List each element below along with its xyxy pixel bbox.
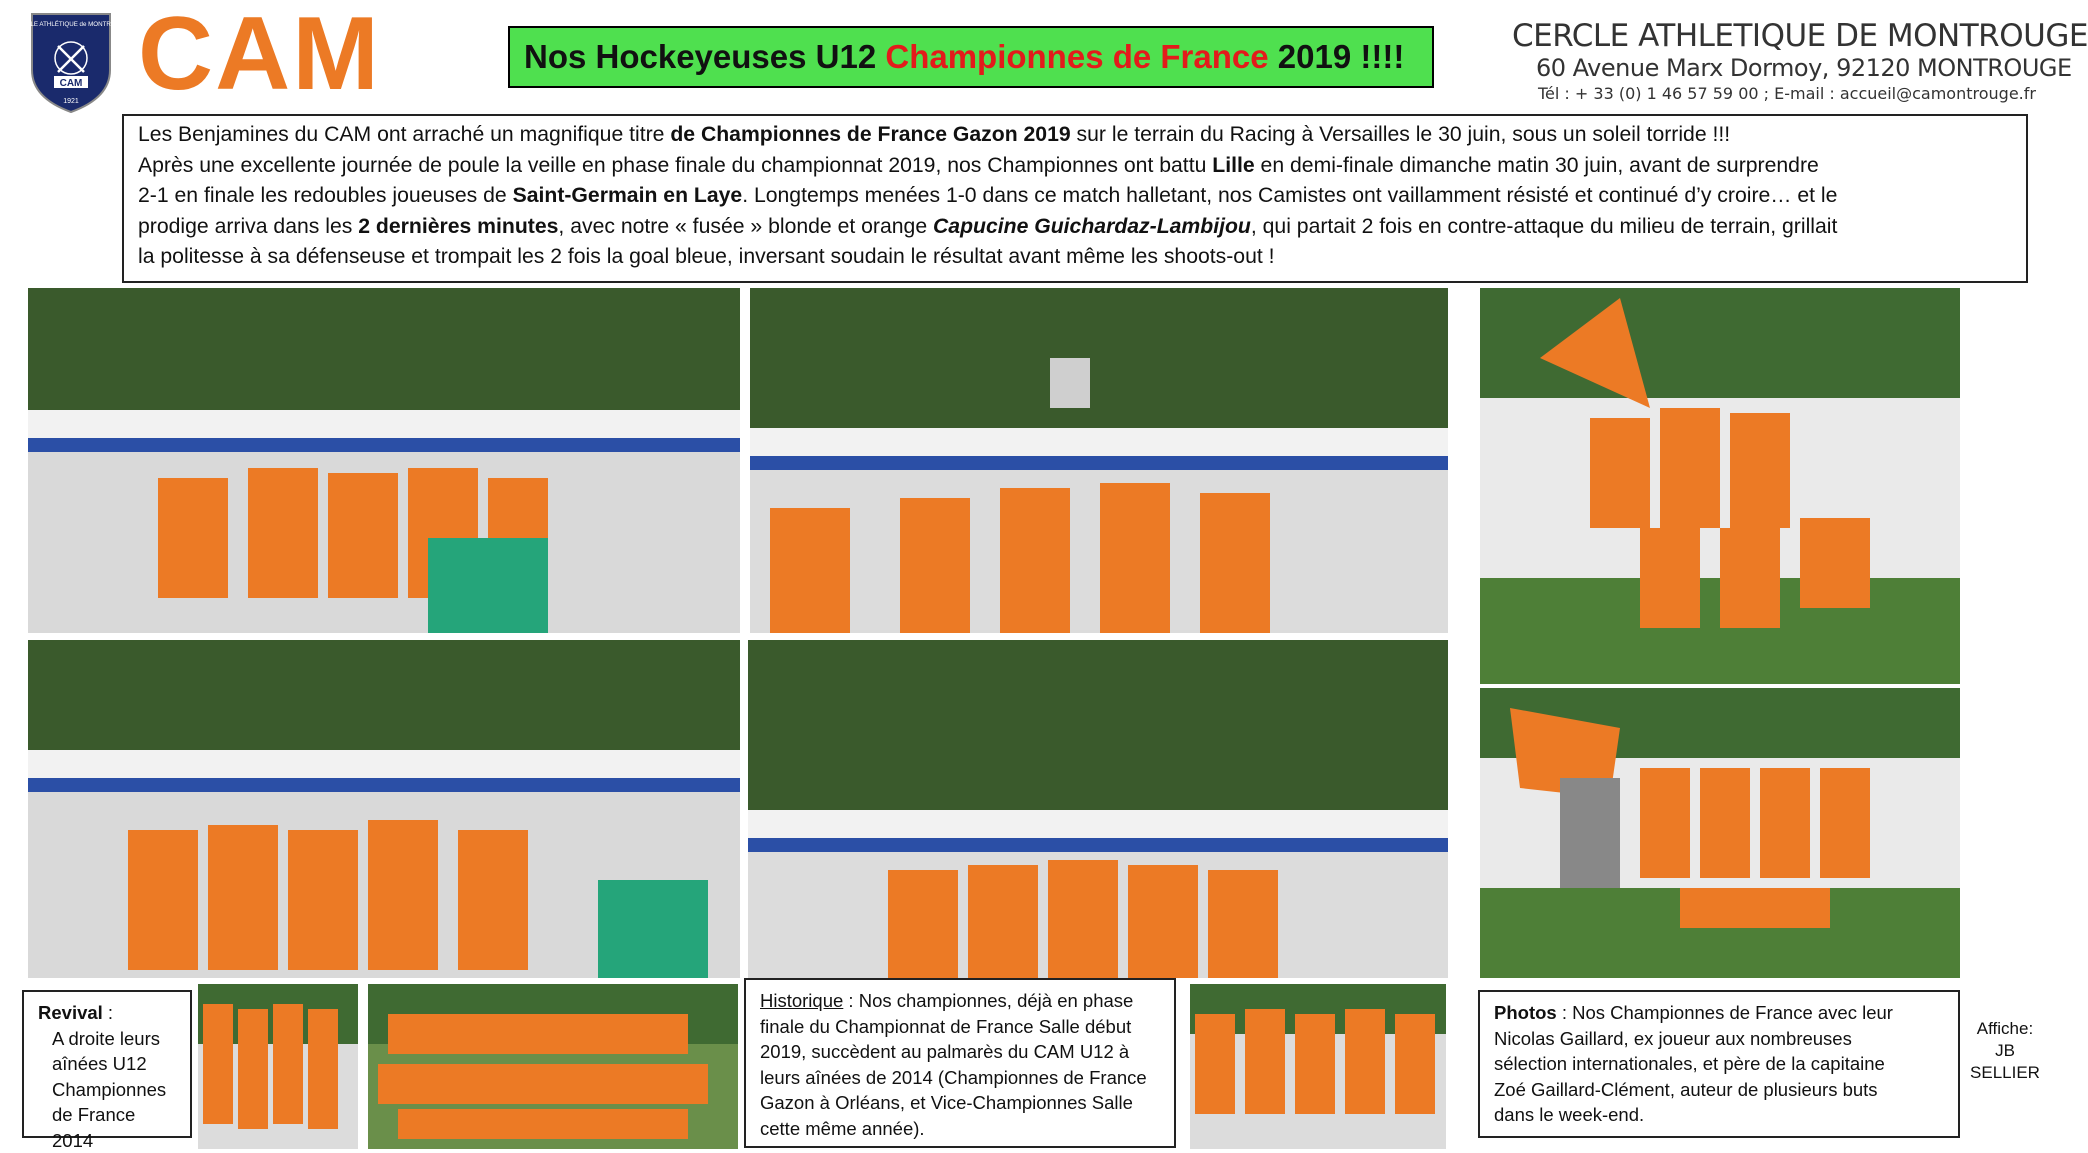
poster-credit: Affiche: JB SELLIER <box>1970 1019 2040 1082</box>
intro-text-box <box>122 114 2028 283</box>
photo-team-with-coach <box>1480 688 1960 978</box>
photo-medals-team-3 <box>28 640 740 978</box>
photo-2014-team-3 <box>1190 984 1446 1149</box>
caption-historique: Historique : Nos championnes, déjà en phase finale du Championnat de France Salle début 2019, succèdent au palmarès du CAM U12 à leurs aînées de 2014 (Championnes de France Gazon à Orléans, et Vice-Championnes Salle cette même année). <box>744 978 1176 1148</box>
club-name: CERCLE ATHLETIQUE DE MONTROUGE <box>1512 18 2088 54</box>
photo-2014-team-1 <box>198 984 358 1149</box>
intro-line-2: Après une excellente journée de poule la veille en phase finale du championnat 2019, nos Championnes ont battu Lille en demi-finale dimanche matin 30 juin, avant de surprendre <box>138 153 1819 177</box>
caption-revival: Revival : A droite leurs aînées U12 Championnes de France 2014 <box>22 990 192 1138</box>
headline-pre: Nos Hockeyeuses U12 <box>524 38 886 75</box>
photo-trophy-celebration-2 <box>750 288 1448 633</box>
intro-line-3: 2-1 en finale les redoubles joueuses de Saint-Germain en Laye. Longtemps menées 1-0 dans ce match halletant, nos Camistes ont vaillamment résisté et continué d’y croire… et le <box>138 184 1838 207</box>
intro-line-4: prodige arriva dans les 2 dernières minutes, avec notre « fusée » blonde et orange Capucine Guichardaz-Lambijou, qui partait 2 fois en contre-attaque du milieu de terrain, grillait <box>138 214 1838 238</box>
headline-post: 2019 !!!! <box>1268 38 1405 75</box>
caption-photos: Photos : Nos Championnes de France avec leur Nicolas Gaillard, ex joueur aux nombreuses sélection internationales, et père de la capitaine Zoé Gaillard-Clément, auteur de plusieurs buts dans le week-end. <box>1478 990 1960 1138</box>
club-crest <box>12 10 130 114</box>
headline-banner <box>508 26 1434 88</box>
photo-2014-team-2 <box>368 984 738 1149</box>
photo-trophy-celebration-4 <box>748 640 1448 978</box>
club-contact: Tél : + 33 (0) 1 46 57 59 00 ; E-mail : accueil@camontrouge.fr <box>1538 84 2036 103</box>
club-address: 60 Avenue Marx Dormoy, 92120 MONTROUGE <box>1536 54 2072 82</box>
photo-trophy-celebration-1 <box>28 288 740 633</box>
headline-red: Championnes de France <box>885 38 1269 75</box>
crest-cam: CAM <box>59 78 83 89</box>
crest-year: 1921 <box>63 98 79 105</box>
photo-team-with-flag <box>1480 288 1960 684</box>
intro-line-1: Les Benjamines du CAM ont arraché un magnifique titre de Championnes de France Gazon 2019 sur le terrain du Racing à Versailles le 30 juin, sous un soleil torride !!! <box>138 123 1731 146</box>
crest-text: CERCLE ATHLÉTIQUE de MONTROUGE <box>12 21 130 28</box>
intro-line-5: la politesse à sa défenseuse et trompait les 2 fois la goal bleue, inversant soudain le résultat avant même les shoots-out ! <box>138 245 1275 268</box>
cam-logo: CAM <box>138 0 381 112</box>
